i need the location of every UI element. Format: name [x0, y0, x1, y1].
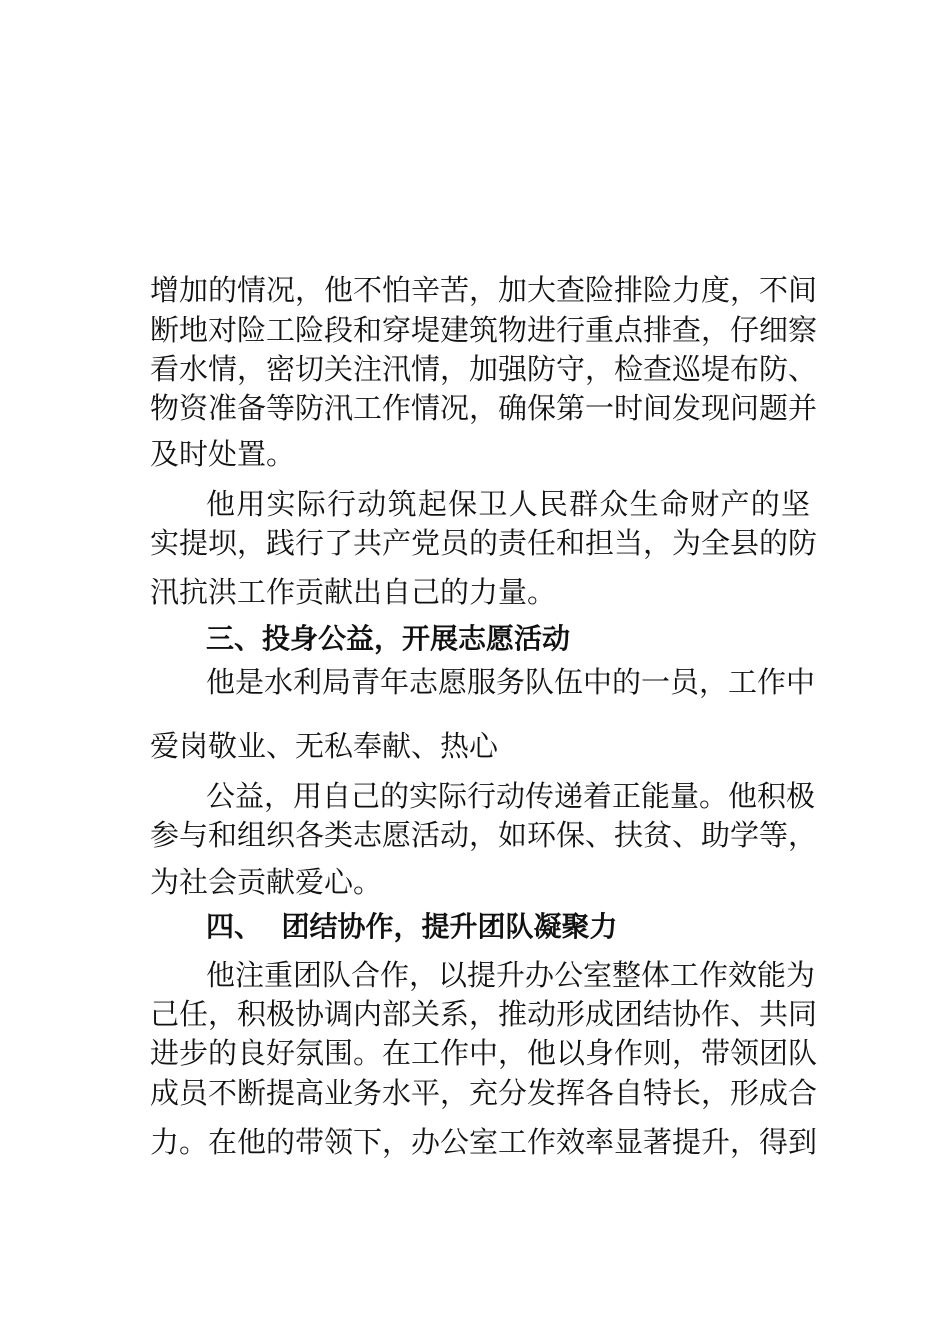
para3-line-1: 他是水利局青年志愿服务队伍中的一员，工作中: [206, 665, 816, 699]
para1-line-1: 增加的情况，他不怕辛苦，加大查险排险力度，不间: [150, 273, 818, 307]
para1-line-5: 及时处置。: [150, 437, 296, 471]
para4-line-3: 为社会贡献爱心。: [150, 865, 383, 899]
para4-line-2: 参与和组织各类志愿活动，如环保、扶贫、助学等，: [150, 818, 818, 852]
para5-line-1: 他注重团队合作，以提升办公室整体工作效能为: [206, 958, 816, 992]
para1-line-2: 断地对险工险段和穿堤建筑物进行重点排查，仔细察: [150, 313, 818, 347]
para1-line-4: 物资准备等防汛工作情况，确保第一时间发现问题并: [150, 391, 818, 425]
section-heading-4: 四、 团结协作，提升团队凝聚力: [206, 910, 618, 943]
para5-line-5: 力。在他的带领下，办公室工作效率显著提升，得到: [150, 1125, 818, 1159]
para2-line-1: 他用实际行动筑起保卫人民群众生命财产的坚: [206, 487, 810, 521]
para5-line-2: 己任，积极协调内部关系，推动形成团结协作、共同: [150, 997, 818, 1031]
para2-line-2: 实提坝，践行了共产党员的责任和担当，为全县的防: [150, 526, 818, 560]
para4-line-1: 公益，用自己的实际行动传递着正能量。他积极: [206, 779, 816, 813]
para2-line-3: 汛抗洪工作贡献出自己的力量。: [150, 575, 557, 609]
para5-line-4: 成员不断提高业务水平，充分发挥各自特长，形成合: [150, 1076, 818, 1110]
para5-line-3: 进步的良好氛围。在工作中，他以身作则，带领团队: [150, 1036, 818, 1070]
para3-line-2: 爱岗敬业、无私奉献、热心: [150, 729, 499, 763]
para1-line-3: 看水情，密切关注汛情，加强防守，检查巡堤布防、: [150, 352, 818, 386]
section-heading-3: 三、投身公益，开展志愿活动: [206, 622, 571, 655]
